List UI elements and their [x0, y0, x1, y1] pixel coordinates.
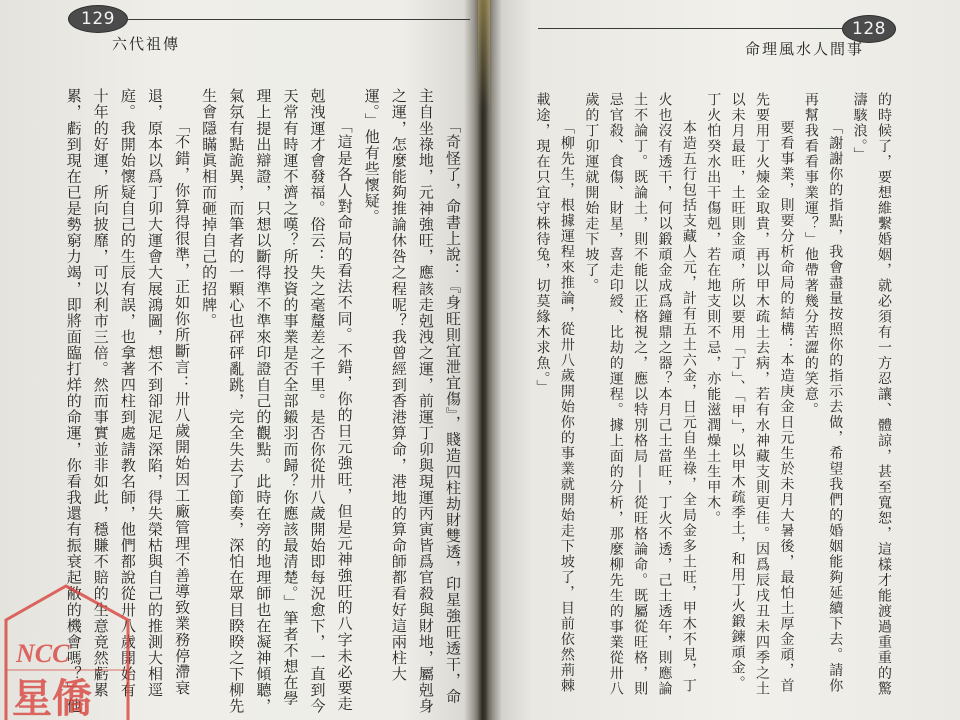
text-column: 濤駭浪。」 — [851, 92, 868, 163]
text-column: 載途，現在只宜守株待兔，切莫緣木求魚。」 — [534, 92, 551, 395]
text-column: 之運，怎麼能夠推論休咎之程呢？我曾經到香港算命，港地的算命師都看好這兩柱大 — [389, 88, 408, 682]
text-column: 要看事業，則要分析命局的結構：本造庚金日元生於未月大暑後，最怕土厚金頑，首 — [778, 120, 795, 694]
text-column: 理上提出辯證，只想以斷得準不準來印證自己的觀點。此時在旁的地理師也在凝神傾聽， — [254, 88, 273, 714]
text-column: 「奇怪了，命書上說：『身旺則宜泄宜傷』，賤造四柱劫財雙透，印星強旺透干，命 — [444, 118, 462, 705]
running-head: 六代祖傳 — [112, 35, 181, 53]
text-column: 退，原本以爲丁卯大運會大展鴻圖，想不到卻泥足深陷，得失榮枯與自己的推測大相逕 — [145, 88, 164, 698]
running-head: 命理風水人間事 — [745, 40, 865, 58]
text-column: 以未月最旺，土旺則金頑，所以要用「丁」、「甲」，以甲木疏季土，和用丁火鍛鍊頑金。 — [729, 92, 746, 691]
text-column: 本造五行包括支藏人元，計有五土六金，日元自坐祿，全局金多土旺，甲木不見，丁 — [680, 120, 697, 694]
text-column: 的時候了，要想維繫婚姻，就必須有一方忍讓、體諒，甚至寬恕，這樣才能渡過重重的驚 — [876, 92, 892, 697]
stamp-chinese-text: 星僑 — [12, 675, 92, 720]
text-column: 「謝謝你的指點，我會盡量按照你的指示去做，希望我們的婚姻能夠延續下去。請你 — [827, 120, 844, 694]
text-column: 庭。我開始懷疑自己的生辰有誤，也拿著四柱到處請教名師，他們都說從卅八歲開始有 — [118, 88, 137, 698]
page-number: 129 — [81, 9, 115, 29]
page-number-badge — [68, 5, 128, 33]
text-column: 歲的丁卯運就開始走下坡了。 — [583, 92, 600, 294]
text-column: 剋洩運才會發福。俗云：失之毫釐差之千里。是否你從卅八歲開始即每況愈下，一直到今 — [308, 88, 327, 714]
watermark-stamp — [0, 578, 135, 720]
header-rule — [538, 28, 844, 29]
text-column: 火也沒有透干，何以鍛頑金成爲鐘鼎之器？本月己土當旺，丁火不透，己土透年，則應論 — [656, 92, 673, 697]
text-column: 「這是各人對命局的看法不同。不錯，你的日元強旺，但是元神強旺的八字未必要走 — [335, 118, 354, 712]
text-column: 氣氛有點詭異，而筆者的一顆心也砰砰亂跳，完全失去了節奏，深怕在眾目睽睽之下柳先 — [227, 88, 246, 714]
right-page — [490, 0, 960, 720]
text-column: 再幫我看看事業運？」他帶著幾分苦澀的笑意。 — [802, 92, 819, 418]
page-number: 128 — [852, 19, 886, 39]
body-text — [530, 92, 896, 697]
text-column: 「柳先生，根據運程來推論，從卅八歲開始你的事業就開始走下坡了，目前依然荊棘 — [558, 120, 575, 694]
text-column: 「不錯，你算得很準，正如你所斷言：卅八歲開始因工廠管理不善導致業務停滯衰 — [173, 118, 192, 696]
header-rule — [126, 19, 470, 20]
text-column: 先要用丁火煉金取貴，再以甲木疏土去病，若有水神藏支則更佳。因爲辰戌丑未四季之土 — [754, 92, 771, 697]
text-column: 丁火怕癸水出干傷剋，若在地支則不忌，亦能滋潤燥土生甲木。 — [705, 92, 722, 526]
stamp-latin-text: NCC — [16, 639, 70, 668]
text-column: 土不論丁。既論土，則不能以正格視之，應以特別格局——從旺格論命。既屬從旺格，則 — [632, 92, 649, 697]
text-column: 天常有時運不濟之嘆？所投資的事業是否全部鎩羽而歸？你應該最清楚。」筆者不想在學 — [281, 88, 300, 707]
text-column: 忌官殺、食傷、財星，喜走印綬、比劫的運程。據上面的分析，那麼柳先生的事業從卅八 — [607, 92, 624, 697]
gutter-highlight — [478, 0, 490, 110]
text-column: 累，虧到現在已是勢窮力竭，即將面臨打烊的命運，你看我還有振衰起敝的機會嗎？」他 — [64, 88, 83, 714]
text-column: 運。」他有些懷疑。 — [362, 88, 381, 225]
text-column: 生會隱瞞眞相而砸掉自己的招牌。 — [200, 88, 219, 329]
text-column: 主自坐祿地，元神強旺，應該走剋洩之運，前運丁卯與現運丙寅皆爲官殺與財地，屬剋身 — [416, 88, 435, 714]
text-column: 十年的好運，所向披靡，可以利市三倍。然而事實並非如此，穩賺不賠的生意竟然虧累 — [91, 88, 110, 698]
